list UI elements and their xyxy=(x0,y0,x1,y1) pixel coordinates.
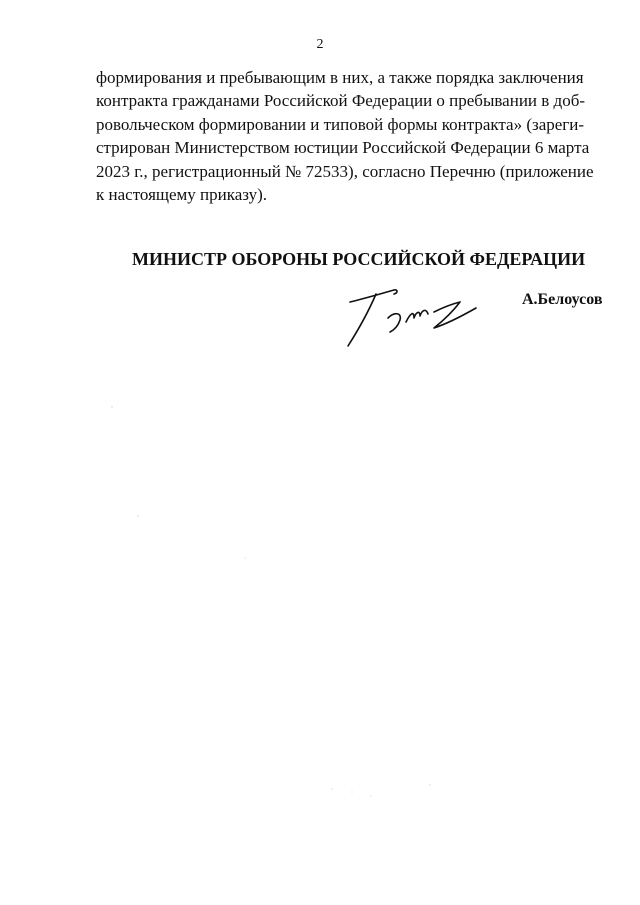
handwritten-signature xyxy=(336,284,486,350)
body-line: стрирован Министерством юстиции Российской Федерации 6 марта xyxy=(96,138,590,158)
signer-name: А.Белоусов xyxy=(522,291,603,308)
body-line: к настоящему приказу). xyxy=(96,185,268,205)
body-line: ровольческом формировании и типовой формы контракта» (зареги- xyxy=(96,114,585,134)
page-number: 2 xyxy=(316,37,324,52)
minister-title: МИНИСТР ОБОРОНЫ РОССИЙСКОЙ ФЕДЕРАЦИИ xyxy=(132,249,586,269)
body-line: формирования и пребывающим в них, а также порядка заключения xyxy=(96,68,584,87)
body-line: контракта гражданами Российской Федерации о пребывании в доб- xyxy=(96,91,586,111)
body-paragraph xyxy=(96,66,594,206)
body-line: 2023 г., регистрационный № 72533), согласно Перечню (приложение xyxy=(96,161,594,181)
